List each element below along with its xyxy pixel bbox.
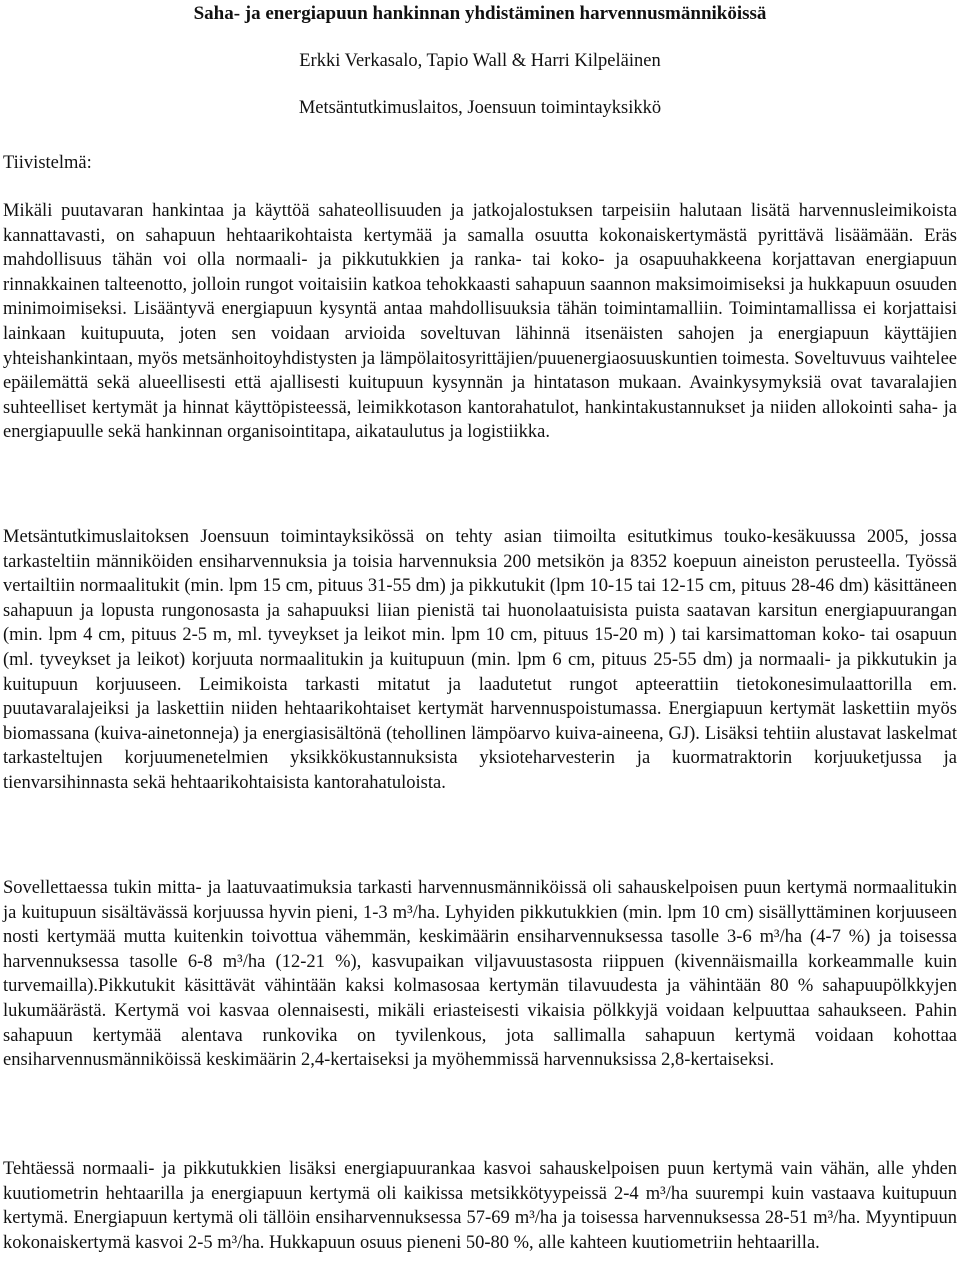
abstract-paragraph-3: Sovellettaessa tukin mitta- ja laatuvaatimuksia tarkasti harvennusmänniköissä oli sahauskelpoisen puun kertymä normaalitukin ja kuitupuun sisältävässä korjuussa hyvin pieni, 1-3 m³/ha. Lyhyiden pikkutukkien (min. lpm 10 cm) sisällyttäminen korjuuseen nosti kertymää mutta kuitenkin toivottua vähemmän, keskimäärin ensiharvennuksessa tasolle 3-6 m³/ha (4-7 %) ja toisessa harvennuksessa tasolle 6-8 m³/ha (12-21 %), kasvupaikan viljavuustasosta riippuen (kivennäismailla korkeammalle kuin turvemailla).Pikkutukit käsittävät vähintään kaksi kolmasosaa kertymän tilavuudesta ja vähintään 80 % sahapuupölkkyjen lukumäärästä. Kertymä voi kasvaa olennaisesti, mikäli eriasteisesti vikaisia pölkkyjä voidaan kelpuuttaa sahaukseen. Pahin sahapuun kertymää alentava runkovika on tyvilenkous, jota sallimalla sahapuun kertymä voidaan kohottaa ensiharvennusmänniköissä keskimäärin 2,4-kertaiseksi ja myöhemmissä harvennuksissa 2,8-kertaiseksi. [3,878,957,1071]
abstract-paragraph-4: Tehtäessä normaali- ja pikkutukkien lisäksi energiapuurankaa kasvoi sahauskelpoisen puun kertymä vain vähän, alle yhden kuutiometrin hehtaarilla ja energiapuun kertymä oli kaikissa metsikkötyypeissä 2-4 m³/ha suurempi kuin vastaava kuitupuun kertymä. Energiapuun kertymä oli tällöin ensiharvennuksessa 57-69 m³/ha ja toisessa harvennuksessa 28-51 m³/ha. Myyntipuun kokonaiskertymä kasvoi 2-5 m³/ha. Hukkapuun osuus pieneni 50-80 %, alle kahteen kuutiometriin hehtaarilla. [3,1159,957,1253]
abstract-label: Tiivistelmä: [3,153,92,173]
abstract-paragraph-2: Metsäntutkimuslaitoksen Joensuun toimintayksikössä on tehty asian tiimoilta esitutkimus touko-kesäkuussa 2005, jossa tarkasteltiin männiköiden ensiharvennuksia ja toisia harvennuksia 200 metsikön ja 8352 koepuun aineiston perusteella. Työssä vertailtiin normaalitukit (min. lpm 15 cm, pituus 31-55 dm) ja pikkutukit (lpm 10-15 tai 12-15 cm, pituus 28-46 dm) käsittäneen sahapuun ja lopusta rungonosasta ja sahapuuksi liian pienistä tai huonolaatuisista puista saatavan karsitun energiapuurangan (min. lpm 4 cm, pituus 2-5 m, ml. tyveykset ja leikot min. lpm 10 cm, pituus 15-20 m) ) tai karsimattoman koko- tai osapuun (ml. tyveykset ja leikot) korjuuta normaalitukin ja kuitupuun (min. lpm 6 cm, pituus 25-55 dm) ja normaali- ja pikkutukin ja kuitupuun korjuuseen. Leimikoista tarkasti mitatut ja laadutetut rungot apteerattiin tietokonesimulaattorilla em. puutavaralajeiksi ja laskettiin niiden hehtaarikohtaiset kertymät harvennuspoistumassa. Energiapuun kertymät laskettiin myös biomassana (kuiva-ainetonneja) ja energiasisältönä (tehollinen lämpöarvo kuiva-aineena, GJ). Lisäksi tehtiin alustavat laskelmat tarkasteltujen korjuumenetelmien yksikkökustannuksista yksioteharvesterin ja kuormatraktorin korjuuketjussa ja tienvarsihinnasta sekä hehtaarikohtaisista kantorahatuloista. [3,527,957,793]
author-list: Erkki Verkasalo, Tapio Wall & Harri Kilpeläinen [299,51,661,71]
abstract-paragraph-1: Mikäli puutavaran hankintaa ja käyttöä sahateollisuuden ja jatkojalostuksen tarpeisiin halutaan lisätä harvennusleimikoista kannattavasti, on sahapuun hehtaarikohtaista kertymää ja samalla osuutta kokonaiskertymästä pyrittävä lisäämään. Eräs mahdollisuus tähän voi olla normaali- ja pikkutukkien ja ranka- tai koko- ja osapuuhakkeena korjattavan energiapuun rinnakkainen talteenotto, jolloin rungot voitaisiin katkoa tehokkaasti sahapuun saannon maksimoimiseksi ja hukkapuun osuuden minimoimiseksi. Lisääntyvä energiapuun kysyntä antaa mahdollisuuksia tähän toimintamalliin. Toimintamallissa ei korjattaisi lainkaan kuitupuuta, joten sen voidaan arvioida soveltuvan lähinnä itsenäisten sahojen ja energiapuun käyttäjien yhteishankintaan, myös metsänhoitoyhdistysten ja lämpölaitosyrittäjien/puuenergiaosuuskuntien toimesta. Soveltuvuus vaihtelee epäilemättä sekä alueellisesti että ajallisesti kuitupuun kysynnän ja hintatason mukaan. Avainkysymyksiä ovat tavaralajien suhteelliset kertymät ja hinnat käyttöpisteessä, leimikkotason kantorahatulot, hankintakustannukset ja niiden allokointi saha- ja energiapuulle sekä hankinnan organisointitapa, aikataulutus ja logistiikka. [3,201,957,443]
document-title: Saha- ja energiapuun hankinnan yhdistäminen harvennusmänniköissä [193,3,767,24]
affiliation: Metsäntutkimuslaitos, Joensuun toimintayksikkö [298,98,662,118]
